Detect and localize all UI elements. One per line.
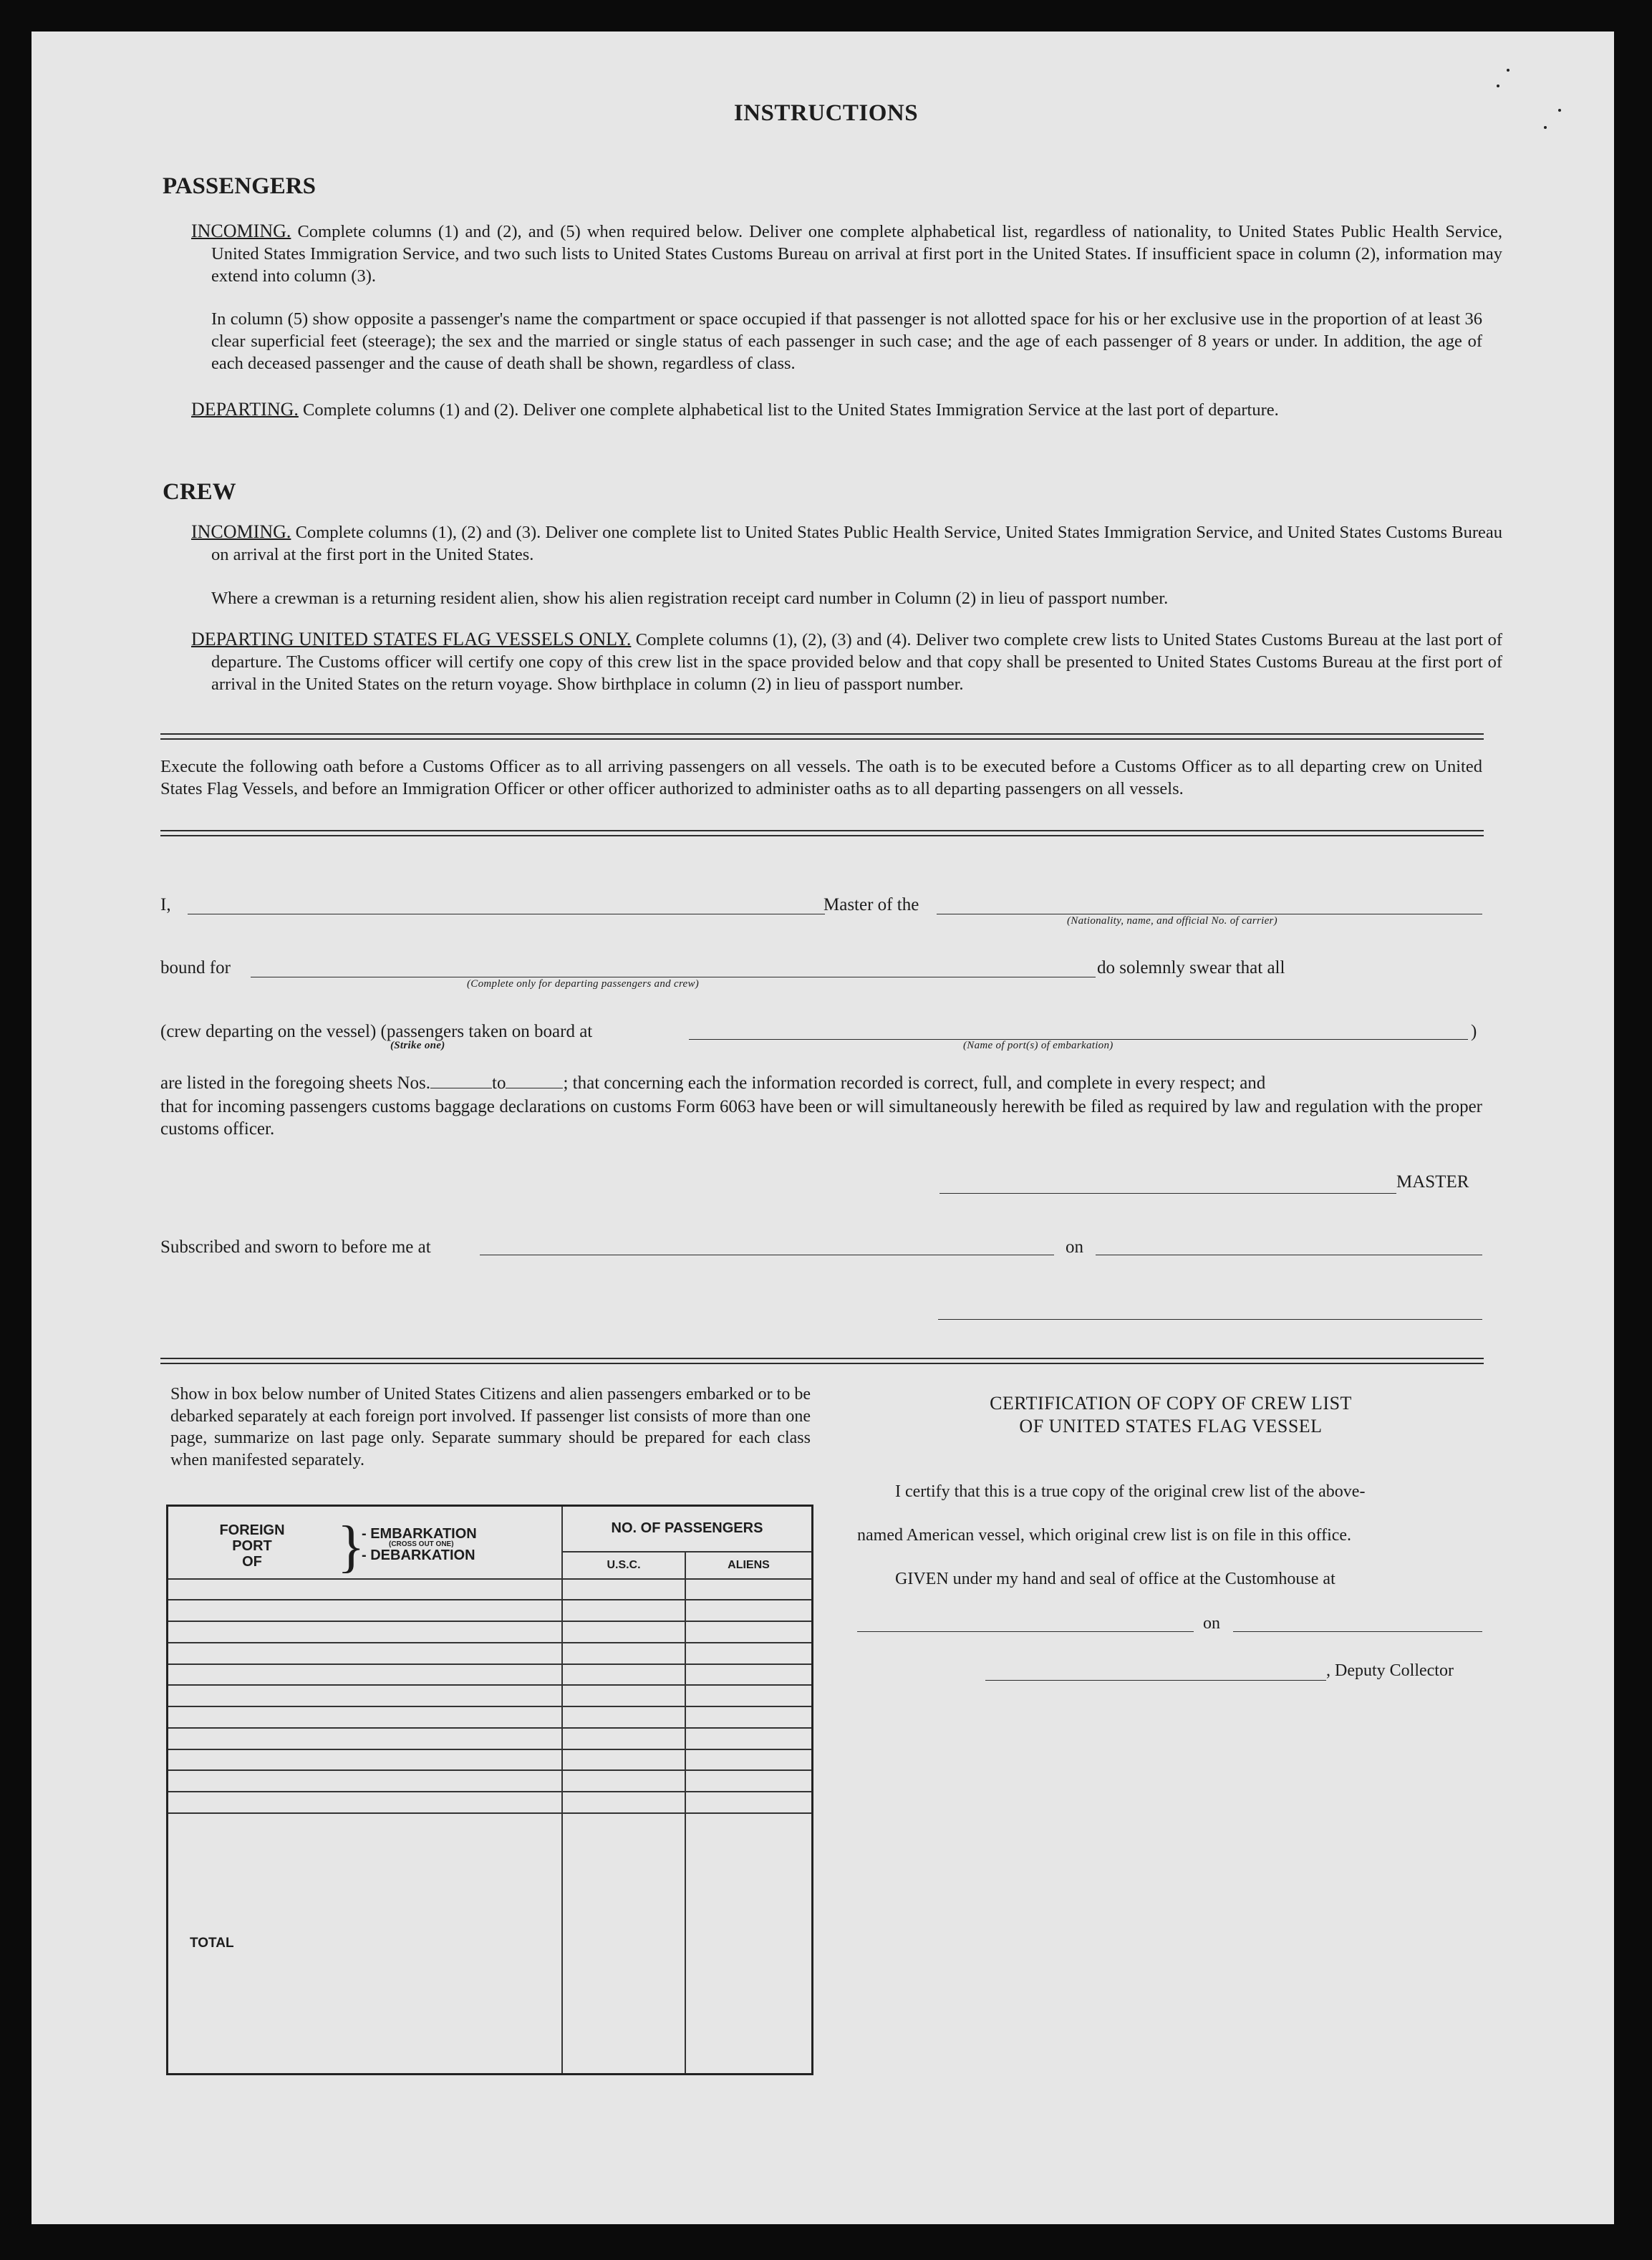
port-cell[interactable]: [168, 1685, 563, 1706]
table-row: [168, 1621, 813, 1643]
table-row: [168, 1600, 813, 1621]
solemnly-swear-text: do solemnly swear that all: [1097, 958, 1285, 977]
deputy-signature-line[interactable]: [985, 1680, 1326, 1681]
listed-to: to: [492, 1073, 506, 1093]
usc-cell[interactable]: [562, 1643, 685, 1664]
sheet-to-field[interactable]: [506, 1073, 563, 1088]
total-row: [168, 1813, 813, 2075]
table-row: [168, 1728, 813, 1749]
aliens-cell[interactable]: [685, 1643, 813, 1664]
complete-caption: (Complete only for departing passengers and crew): [467, 978, 700, 990]
crew-departing-text: (crew departing on the vessel) (passengers taken on board at: [160, 1022, 593, 1041]
port-cell[interactable]: [168, 1600, 563, 1621]
close-paren: ): [1471, 1022, 1477, 1041]
scan-speck: [1497, 84, 1499, 87]
usc-cell[interactable]: [562, 1685, 685, 1706]
usc-cell[interactable]: [562, 1621, 685, 1643]
scan-speck: [1507, 69, 1509, 72]
crew-departing-label: DEPARTING UNITED STATES FLAG VESSELS ONLY.: [191, 629, 632, 649]
crew-alien-paragraph: Where a crewman is a returning resident alien, show his alien registration receipt card number in Column (2) in lieu of passport number.: [211, 589, 1169, 608]
foreign-port-header: [168, 1506, 563, 1579]
table-row: [168, 1770, 813, 1792]
port-label: PORT: [232, 1538, 272, 1554]
port-cell[interactable]: [168, 1728, 563, 1749]
master-signature-line[interactable]: [939, 1193, 1396, 1194]
aliens-cell[interactable]: [685, 1685, 813, 1706]
crew-heading: CREW: [163, 479, 236, 505]
certify-line-2: named American vessel, which original crew list is on file in this office.: [857, 1526, 1352, 1545]
aliens-cell[interactable]: [685, 1770, 813, 1792]
usc-cell[interactable]: [562, 1706, 685, 1728]
officer-signature-line[interactable]: [938, 1319, 1482, 1320]
passengers-incoming-text: Complete columns (1) and (2), and (5) when required below. Deliver one complete alphabetical list, regardless of nationality, to United States Public Health Service, United States Immigration Service, and two such lists to United States Customs Bureau on arrival at first port in the United States. If insufficient space in column (2), information may extend into column (3).: [211, 222, 1502, 286]
table-row: [168, 1685, 813, 1706]
aliens-cell[interactable]: [685, 1579, 813, 1600]
oath-intro: Execute the following oath before a Customs Officer as to all arriving passengers on all vessels. The oath is to be executed before a Customs Officer as to all departing crew on United States Flag Vessels, and before an Immigration Officer or other officer authorized to administer oaths as to all departing passengers on all vessels.: [160, 757, 1482, 798]
brace-icon: }: [337, 1515, 365, 1578]
aliens-cell[interactable]: [685, 1621, 813, 1643]
cross-out-label: (CROSS OUT ONE): [389, 1540, 454, 1548]
table-row: [168, 1643, 813, 1664]
double-rule-3: [160, 1358, 1484, 1364]
crew-incoming-paragraph: [191, 521, 1502, 566]
crew-departing-paragraph: [191, 628, 1502, 695]
usc-cell[interactable]: [562, 1579, 685, 1600]
certification-title-line-2: OF UNITED STATES FLAG VESSEL: [1019, 1416, 1323, 1436]
port-cell[interactable]: [168, 1621, 563, 1643]
port-cell[interactable]: [168, 1770, 563, 1792]
port-cell[interactable]: [168, 1579, 563, 1600]
double-rule-2: [160, 830, 1484, 836]
usc-cell[interactable]: [562, 1728, 685, 1749]
customhouse-line[interactable]: [857, 1631, 1194, 1632]
aliens-cell[interactable]: [685, 1664, 813, 1686]
aliens-cell[interactable]: [685, 1706, 813, 1728]
certification-title-line-1: CERTIFICATION OF COPY OF CREW LIST: [990, 1393, 1352, 1414]
certify-line-1: I certify that this is a true copy of the original crew list of the above-: [895, 1482, 1366, 1501]
table-row: [168, 1664, 813, 1686]
certification-title: [856, 1392, 1486, 1438]
port-cell[interactable]: [168, 1643, 563, 1664]
listed-line: [160, 1073, 1482, 1093]
passengers-departing-text: Complete columns (1) and (2). Deliver one complete alphabetical list to the United States Immigration Service at the last port of departure.: [298, 400, 1279, 420]
crew-incoming-label: INCOMING.: [191, 521, 291, 542]
master-label: MASTER: [1396, 1172, 1469, 1192]
table-row: [168, 1749, 813, 1771]
port-cell[interactable]: [168, 1706, 563, 1728]
page-title: INSTRUCTIONS: [733, 100, 919, 126]
aliens-header: ALIENS: [685, 1552, 813, 1579]
cert-date-line[interactable]: [1233, 1631, 1482, 1632]
listed-rest: that for incoming passengers customs baggage declarations on customs Form 6063 have been or will simultaneously herewith be filed as required by law and regulation with the proper customs officer.: [160, 1097, 1482, 1139]
port-cell[interactable]: [168, 1664, 563, 1686]
aliens-cell[interactable]: [685, 1600, 813, 1621]
crew-incoming-text: Complete columns (1), (2) and (3). Deliver one complete list to United States Public Health Service, United States Immigration Service, and United States Customs Bureau on arrival at the first port in the United States.: [211, 523, 1502, 564]
usc-cell[interactable]: [562, 1749, 685, 1771]
of-label: OF: [242, 1554, 262, 1570]
usc-cell[interactable]: [562, 1664, 685, 1686]
listed-text-a: are listed in the foregoing sheets Nos.: [160, 1073, 430, 1093]
passengers-incoming-paragraph: [191, 220, 1502, 287]
port-caption: (Name of port(s) of embarkation): [963, 1040, 1114, 1051]
strike-one-caption: (Strike one): [390, 1040, 445, 1051]
no-of-passengers-header: NO. OF PASSENGERS: [562, 1506, 813, 1552]
usc-header: U.S.C.: [562, 1552, 685, 1579]
aliens-cell[interactable]: [685, 1749, 813, 1771]
passengers-heading: PASSENGERS: [163, 173, 316, 199]
subscribed-label: Subscribed and sworn to before me at: [160, 1237, 431, 1257]
aliens-cell[interactable]: [685, 1728, 813, 1749]
usc-cell[interactable]: [562, 1600, 685, 1621]
master-of-label: Master of the: [823, 895, 919, 914]
aliens-total-cell[interactable]: [685, 1813, 813, 2075]
usc-cell[interactable]: [562, 1792, 685, 1813]
oath-i-label: I,: [160, 895, 171, 914]
passenger-summary-table: [166, 1505, 813, 2075]
aliens-cell[interactable]: [685, 1792, 813, 1813]
double-rule-1: [160, 733, 1484, 740]
sworn-on-label: on: [1066, 1237, 1083, 1257]
cert-on-label: on: [1203, 1614, 1220, 1633]
passengers-incoming-label: INCOMING.: [191, 221, 291, 241]
passengers-departing-label: DEPARTING.: [191, 399, 299, 420]
given-line: GIVEN under my hand and seal of office at the Customhouse at: [895, 1570, 1335, 1588]
passengers-departing-paragraph: [191, 398, 1502, 421]
usc-cell[interactable]: [562, 1770, 685, 1792]
total-label: TOTAL: [168, 1813, 563, 2075]
deputy-collector-label: , Deputy Collector: [1326, 1661, 1454, 1680]
port-cell[interactable]: [168, 1749, 563, 1771]
debarkation-label: - DEBARKATION: [362, 1547, 475, 1563]
foreign-label: FOREIGN: [219, 1522, 285, 1538]
summary-instructions: Show in box below number of United States Citizens and alien passengers embarked or to be debarked separately at each foreign port involved. If passenger list consists of more than one page, summarize on last page only. Separate summary should be prepared for each class when manifested separately.: [170, 1385, 811, 1469]
scan-speck: [1544, 126, 1547, 129]
nationality-caption: (Nationality, name, and official No. of carrier): [1067, 915, 1277, 927]
passengers-column5-paragraph: In column (5) show opposite a passenger's name the compartment or space occupied if that passenger is not allotted space for his or her exclusive use in the proportion of at least 36 clear superficial feet (steerage); the sex and the married or single status of each passenger in such case; and the age of each passenger of 8 years or under. In addition, the age of each deceased passenger and the cause of death shall be shown, regardless of class.: [211, 309, 1482, 373]
bound-for-label: bound for: [160, 958, 231, 977]
port-cell[interactable]: [168, 1792, 563, 1813]
table-row: [168, 1706, 813, 1728]
table-row: [168, 1792, 813, 1813]
usc-total-cell[interactable]: [562, 1813, 685, 2075]
scan-speck: [1558, 109, 1561, 112]
crew-departing-text: Complete columns (1), (2), (3) and (4). Deliver two complete crew lists to United States Customs Bureau at the last port of departure. The Customs officer will certify one copy of this crew list in the space provided below and that copy shall be presented to United States Customs Bureau at the first port of arrival in the United States on the return voyage. Show birthplace in column (2) in lieu of passport number.: [211, 630, 1502, 694]
listed-text-b: ; that concerning each the information recorded is correct, full, and complete in every respect; and: [563, 1073, 1266, 1093]
embarkation-label: - EMBARKATION: [362, 1526, 477, 1542]
sheet-from-field[interactable]: [430, 1073, 492, 1088]
table-row: [168, 1579, 813, 1600]
